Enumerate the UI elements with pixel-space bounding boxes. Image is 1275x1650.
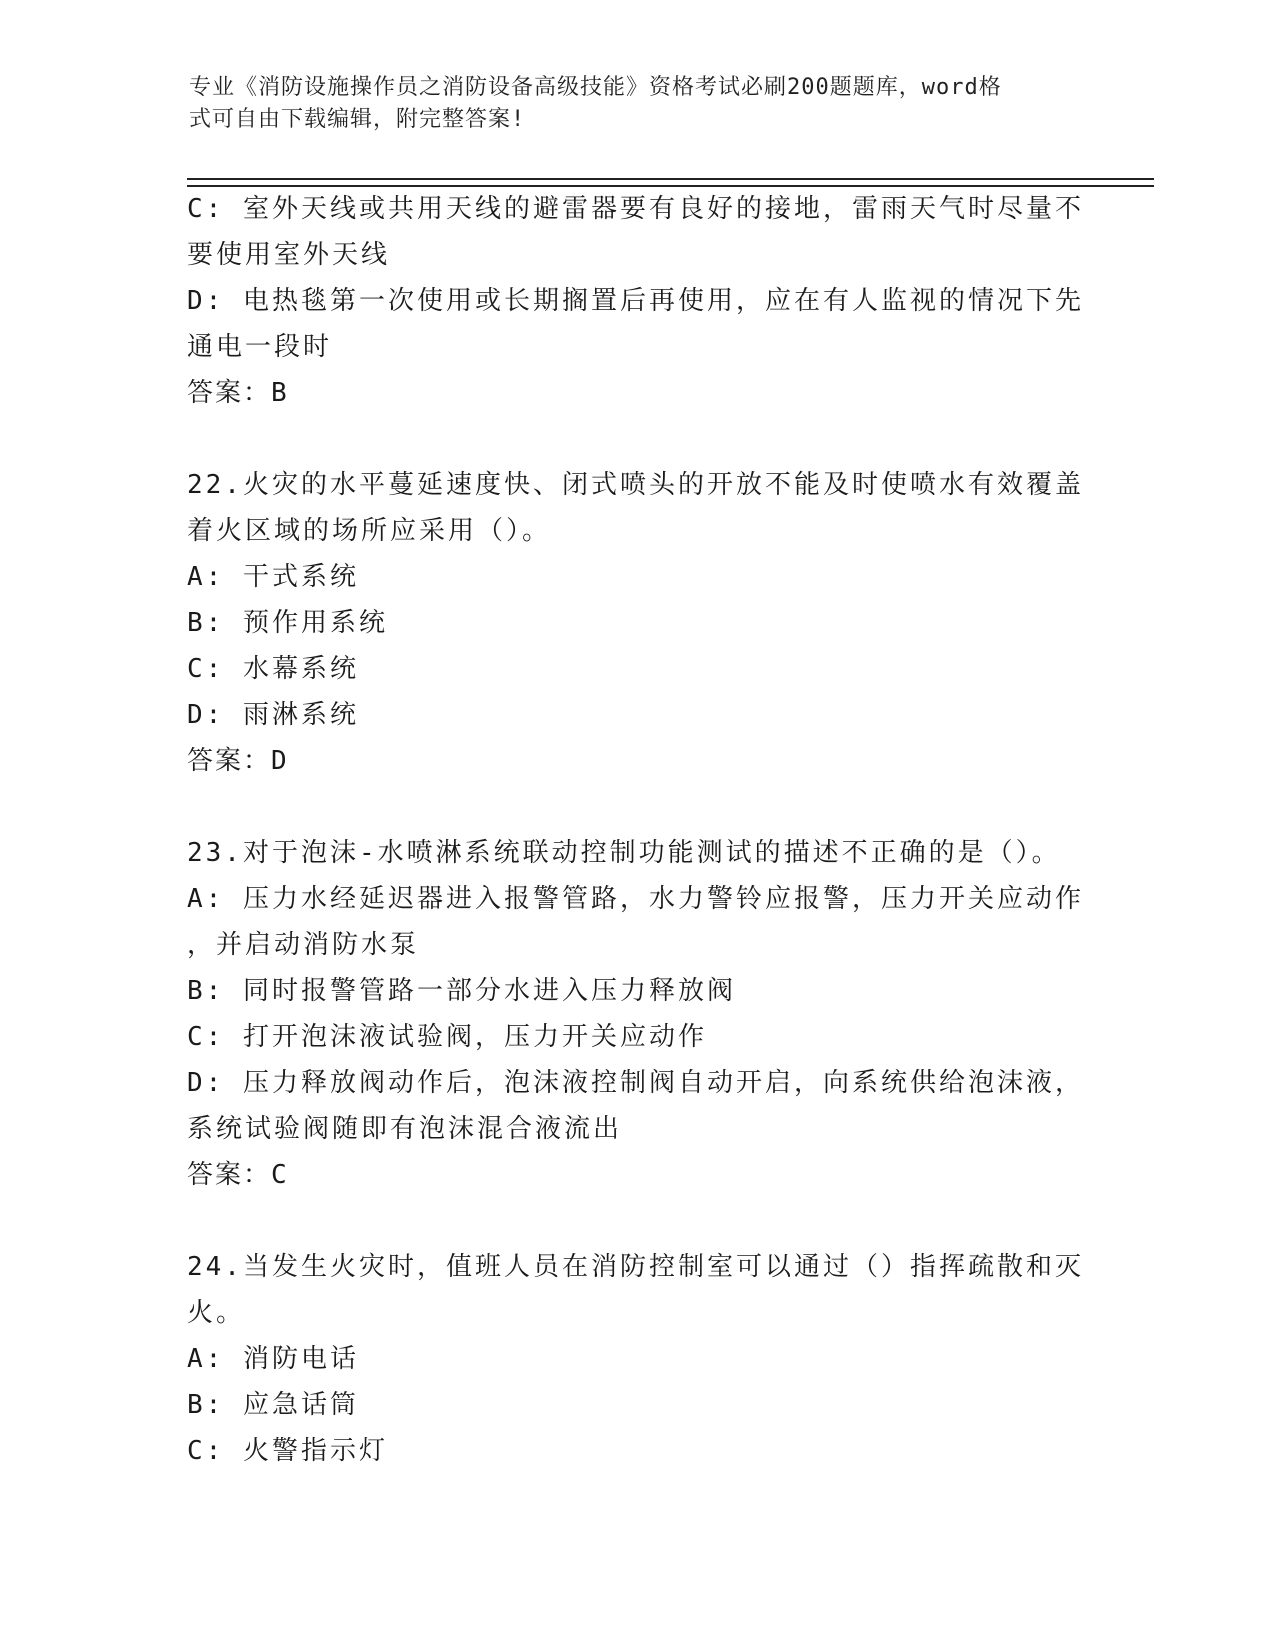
question-stem-line-2: 着火区域的场所应采用（）。 [187,516,552,546]
question-21-continued [187,186,1087,416]
option-a: A: 干式系统 [187,562,359,592]
option-d-line-1: D: 压力释放阀动作后，泡沫液控制阀自动开启，向系统供给泡沫液， [187,1068,1084,1098]
spacer [187,416,1087,462]
option-c: C: 火警指示灯 [187,1436,388,1466]
option-b: B: 同时报警管路一部分水进入压力释放阀 [187,976,736,1006]
option-c: C: 水幕系统 [187,654,359,684]
document-header [189,72,1069,136]
spacer [187,784,1087,830]
option-d-line-2: 通电一段时 [187,332,333,362]
header-title-line-1: 专业《消防设施操作员之消防设备高级技能》资格考试必刷200题题库，word格 [189,75,1002,100]
option-d-line-2: 系统试验阀随即有泡沫混合液流出 [187,1114,623,1144]
question-stem-line-1: 24.当发生火灾时，值班人员在消防控制室可以通过（）指挥疏散和灭 [187,1252,1084,1282]
option-d-line-1: D: 电热毯第一次使用或长期搁置后再使用，应在有人监视的情况下先 [187,286,1084,316]
option-a-line-2: ，并启动消防水泵 [187,930,420,960]
option-c-line-1: C: 室外天线或共用天线的避雷器要有良好的接地，雷雨天气时尽量不 [187,194,1084,224]
header-title-line-2: 式可自由下载编辑，附完整答案! [189,107,526,132]
option-a-line-1: A: 压力水经延迟器进入报警管路，水力警铃应报警，压力开关应动作 [187,884,1084,914]
document-body [187,186,1087,1474]
option-b: B: 应急话筒 [187,1390,359,1420]
question-24 [187,1244,1087,1474]
answer: 答案：C [187,1160,289,1190]
question-23 [187,830,1087,1198]
option-c-line-2: 要使用室外天线 [187,240,391,270]
spacer [187,1198,1087,1244]
question-22 [187,462,1087,784]
option-c: C: 打开泡沫液试验阀，压力开关应动作 [187,1022,707,1052]
option-b: B: 预作用系统 [187,608,388,638]
question-stem-line-1: 23.对于泡沫-水喷淋系统联动控制功能测试的描述不正确的是（）。 [187,838,1061,868]
answer: 答案：B [187,378,289,408]
option-d: D: 雨淋系统 [187,700,359,730]
question-stem-line-1: 22.火灾的水平蔓延速度快、闭式喷头的开放不能及时使喷水有效覆盖 [187,470,1084,500]
answer: 答案：D [187,746,289,776]
question-stem-line-2: 火。 [187,1298,246,1328]
option-a: A: 消防电话 [187,1344,359,1374]
header-divider-top [187,178,1154,180]
